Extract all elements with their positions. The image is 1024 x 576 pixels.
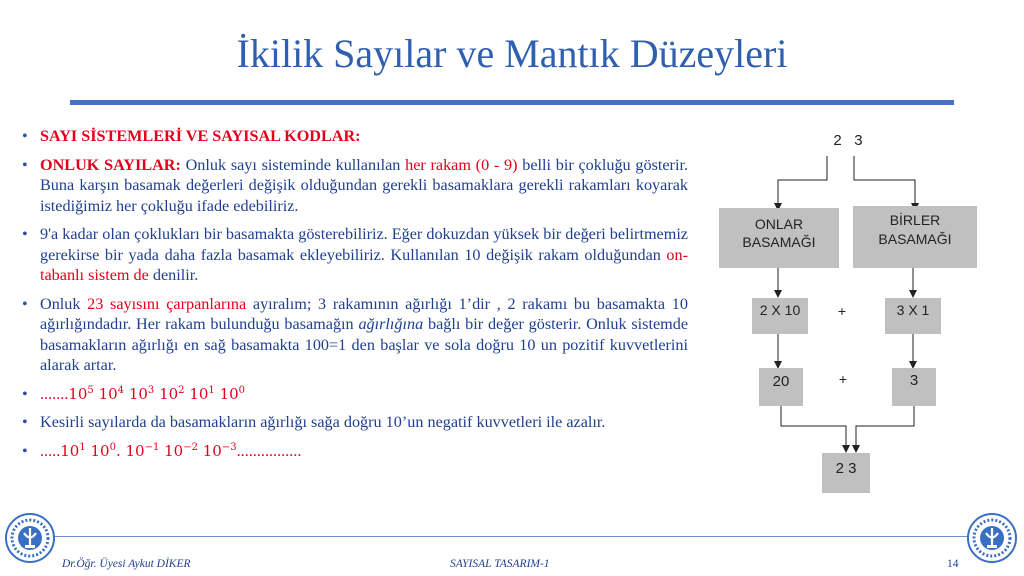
bullet-text: Kesirli sayılarda da basamakların ağırlığı sağa doğru 10’un negatif kuvvetleri ile azalır. (40, 413, 606, 431)
power-exponent: −3 (221, 441, 237, 453)
power-base: 10 (98, 384, 118, 403)
bullet-heading: SAYI SİSTEMLERİ VE SAYISAL KODLAR: (40, 127, 361, 145)
power-exponent: 1 (79, 441, 86, 453)
result-tens-value: 20 (772, 373, 790, 390)
ones-place-label: BASAMAĞI (878, 231, 952, 247)
bullet-item (20, 384, 688, 405)
footer-author: Dr.Öğr. Üyesi Aykut DİKER (62, 558, 191, 570)
powers-sequence (60, 442, 236, 460)
multiply-ones-label: 3 X 1 (896, 302, 930, 318)
university-logo-icon (4, 512, 56, 564)
power-base: 10 (189, 384, 209, 403)
power-base: 10 (90, 441, 110, 460)
power-exponent: −1 (144, 441, 160, 453)
power-base: 10 (159, 384, 179, 403)
power-exponent: 0 (109, 441, 116, 453)
italic-text: ağırlığına (358, 315, 424, 333)
powers-prefix: ....... (40, 384, 69, 403)
power-base: 10 (219, 384, 239, 403)
page-number: 14 (947, 558, 959, 570)
power-base: 10 (125, 441, 145, 460)
bullet-item (20, 441, 688, 462)
powers-prefix: ..... (40, 441, 61, 460)
bullet-text: bağlı bir değer gösterir. Onluk sistemde basamakların ağırlığı en sağ basamakta 100=1 den başlar ve sola doğru 10 un pozitif kuvvetlerini alarak artar. (40, 315, 688, 374)
ones-place-label: BİRLER (889, 212, 941, 228)
power-base: 10 (202, 441, 222, 460)
footer-divider (50, 536, 974, 537)
highlight-text: her rakam (0 - 9) (405, 155, 518, 174)
title-underline (70, 100, 954, 105)
power-base: 10 (68, 384, 88, 403)
diagram-top-number: 2 3 (833, 132, 863, 149)
place-value-diagram (712, 122, 982, 502)
connector-line (781, 406, 846, 452)
power-exponent: 4 (117, 384, 125, 396)
bullet-text: belli bir çokluğu gösterir. Buna karşın basamak değerleri değişik olduğundan gerekli basamaklara gerekli rakamları koyarak istediğimiz her çokluğu ifade edebiliriz. (40, 155, 688, 215)
connector-line (778, 156, 827, 210)
bullet-text: Onluk sayı sisteminde kullanılan (180, 155, 406, 174)
decimal-point: . (115, 441, 121, 460)
highlight-text: on-tabanlı sistem de (40, 245, 688, 284)
powers-suffix: ................ (236, 441, 302, 460)
power-base: 10 (164, 441, 184, 460)
powers-sequence (68, 385, 245, 403)
bullet-text: ayıralım; 3 rakamının ağırlığı 1’dir , 2 rakamı bu basamakta 10 ağırlığındadır. Her rakam bulunduğu basamağın (40, 294, 688, 333)
footer-course: SAYISAL TASARIM-1 (450, 558, 550, 570)
bullet-list (20, 126, 688, 469)
bullet-heading: ONLUK SAYILAR: (40, 155, 181, 174)
bullet-item (20, 224, 688, 286)
highlight-text: 23 sayısını çarpanlarına (87, 294, 247, 313)
tens-place-label: ONLAR (754, 216, 804, 232)
bullet-item (20, 126, 688, 147)
plus-sign: + (837, 303, 847, 319)
university-logo-icon (966, 512, 1018, 564)
multiply-tens-label: 2 X 10 (759, 302, 801, 318)
power-exponent: 1 (208, 384, 215, 396)
connector-line (856, 406, 914, 452)
power-exponent: −2 (183, 441, 198, 453)
tens-place-label: BASAMAĞI (742, 234, 816, 250)
power-exponent: 0 (238, 384, 246, 396)
power-exponent: 5 (87, 384, 94, 396)
power-base: 10 (128, 384, 148, 403)
power-base: 10 (60, 441, 80, 460)
result-ones-value: 3 (909, 372, 919, 389)
connector-line (854, 156, 915, 210)
bullet-text: Onluk (40, 294, 88, 313)
bullet-item (20, 412, 688, 433)
bullet-text: denilir. (148, 266, 199, 284)
bullet-item (20, 294, 688, 376)
slide-title: İkilik Sayılar ve Mantık Düzeyleri (236, 31, 788, 76)
power-exponent: 2 (178, 384, 185, 396)
bullet-item (20, 155, 688, 217)
plus-sign: + (838, 371, 848, 387)
final-result-value: 2 3 (835, 460, 857, 477)
bullet-text: 9'a kadar olan çoklukları bir basamakta gösterebiliriz. Eğer dokuzdan yüksek bir değeri belirtmemiz gerekirse bir yada daha fazla basamak ekleyebiliriz. Kullanılan 10 değişik rakam olduğundan (40, 225, 688, 264)
power-exponent: 3 (147, 384, 155, 396)
